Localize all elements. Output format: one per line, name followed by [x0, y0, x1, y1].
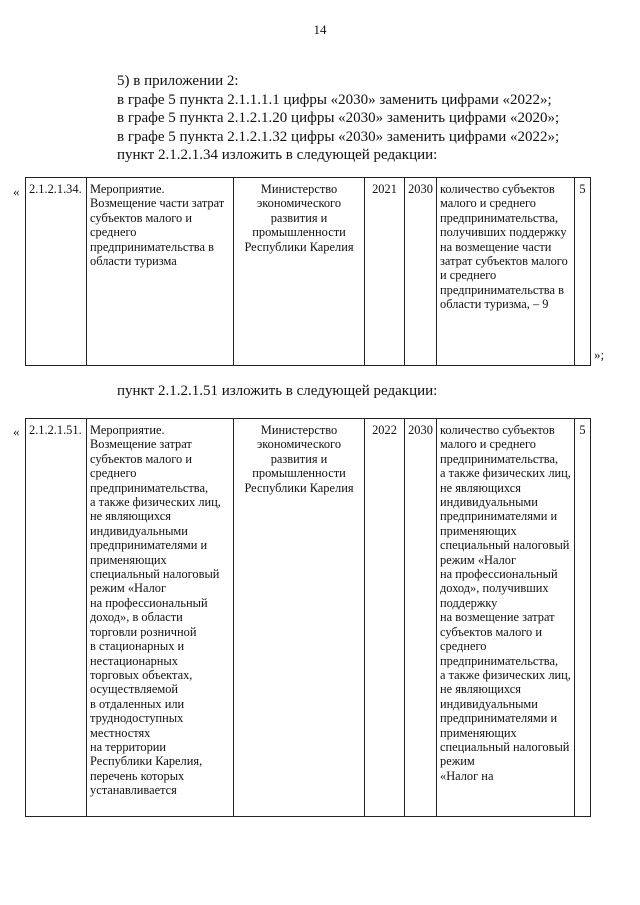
indicator-description: количество субъектов малого и среднего предпринимательства, получивших поддержку на возмещение части затрат субъектов малого и среднего предпринимательства в области туризма, – 9: [437, 178, 575, 366]
year-start: 2022: [365, 419, 405, 817]
closing-quote: »;: [594, 347, 605, 362]
intro-line: 5) в приложении 2:: [117, 73, 239, 89]
section-heading: пункт 2.1.2.1.51 изложить в следующей редакции:: [117, 383, 438, 399]
event-description: Мероприятие. Возмещение части затрат субъектов малого и среднего предпринимательства в области туризма: [87, 178, 234, 366]
item-number: 2.1.2.1.34.: [26, 178, 87, 366]
opening-quote: «: [13, 424, 20, 439]
page-number: 14: [313, 22, 327, 37]
year-end: 2030: [405, 178, 437, 366]
amendment-intro: [117, 72, 617, 165]
responsible-ministry: Министерство экономического развития и промышленности Республики Карелия: [234, 419, 365, 817]
year-end: 2030: [405, 419, 437, 817]
table-row: [26, 419, 591, 817]
intro-line: пункт 2.1.2.1.34 изложить в следующей редакции:: [117, 147, 438, 163]
indicator-description: количество субъектов малого и среднего предпринимательства, а также физических лиц, не являющихся индивидуальными предпринимателями и применяющих специальный налоговый режим «Налог на профессиональный доход», получивших поддержку на возмещение затрат субъектов малого и среднего предпринимательства, а также физических лиц, не являющихся индивидуальными предпринимателями и применяющих специальный налоговый режим «Налог на: [437, 419, 575, 817]
column-value: 5: [575, 419, 591, 817]
responsible-ministry: Министерство экономического развития и промышленности Республики Карелия: [234, 178, 365, 366]
intro-line: в графе 5 пункта 2.1.1.1.1 цифры «2030» заменить цифрами «2022»;: [117, 91, 552, 108]
year-start: 2021: [365, 178, 405, 366]
opening-quote: «: [13, 184, 20, 199]
event-description: Мероприятие. Возмещение затрат субъектов малого и среднего предпринимательства, а также физических лиц, не являющихся индивидуальными предпринимателями и применяющих специальный налоговый режим «Налог на профессиональный доход», в области торговли розничной в стационарных и нестационарных торговых объектах, осуществляемой в отдаленных или труднодоступных местностях на территории Республики Карелия, перечень которых устанавливается: [87, 419, 234, 817]
item-number: 2.1.2.1.51.: [26, 419, 87, 817]
column-value: 5: [575, 178, 591, 366]
table-row: [26, 178, 591, 366]
amendment-table-1: [25, 177, 591, 366]
amendment-table-2: [25, 418, 591, 817]
intro-line: в графе 5 пункта 2.1.2.1.20 цифры «2030» заменить цифрами «2020»;: [117, 110, 560, 126]
intro-line: в графе 5 пункта 2.1.2.1.32 цифры «2030» заменить цифрами «2022»;: [117, 128, 560, 145]
